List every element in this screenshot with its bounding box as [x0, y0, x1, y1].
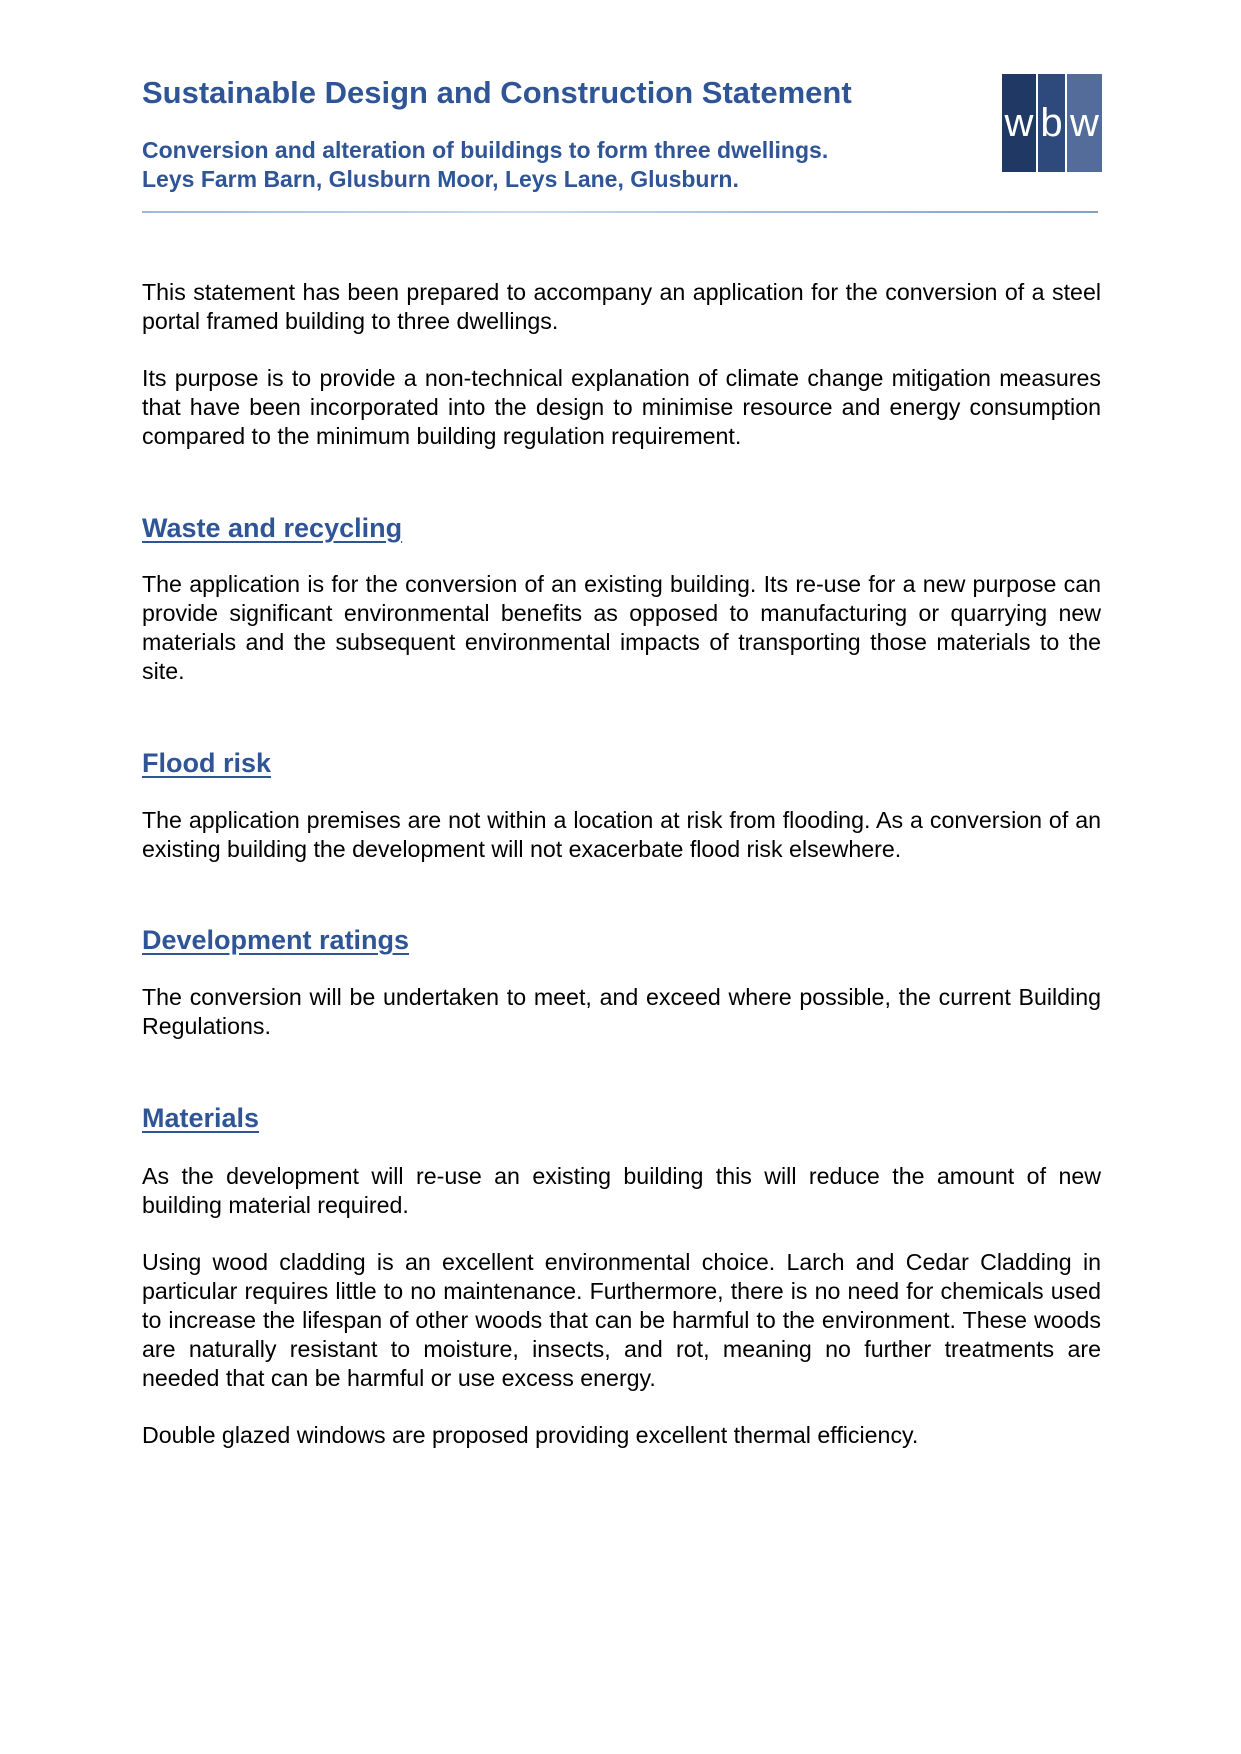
wbw-logo [1002, 74, 1102, 172]
subtitle-line-2: Leys Farm Barn, Glusburn Moor, Leys Lane, Glusburn. [142, 166, 739, 192]
header-divider [142, 211, 1098, 213]
heading-waste-and-recycling: Waste and recycling [142, 513, 403, 543]
subtitle-line-1: Conversion and alteration of buildings to form three dwellings. [142, 137, 829, 163]
intro-paragraph-2: Its purpose is to provide a non-technical explanation of climate change mitigation measures that have been incorporated into the design to minimise resource and energy consumption compared to the minimum building regulation requirement. [142, 365, 1101, 449]
heading-flood-risk: Flood risk [142, 748, 272, 778]
intro-paragraph-1: This statement has been prepared to accompany an application for the conversion of a steel portal framed building to three dwellings. [142, 279, 1101, 334]
logo-letter-b: b [1038, 74, 1067, 172]
document-title: Sustainable Design and Construction Statement [142, 75, 852, 110]
logo-letter-w2: w [1067, 74, 1102, 172]
heading-development-ratings: Development ratings [142, 925, 410, 955]
waste-paragraph: The application is for the conversion of an existing building. Its re-use for a new purpose can provide significant environmental benefits as opposed to manufacturing or quarrying new materials and the subsequent environmental impacts of transporting those materials to the site. [142, 571, 1101, 684]
document-subtitle [142, 136, 828, 194]
ratings-paragraph: The conversion will be undertaken to meet, and exceed where possible, the current Building Regulations. [142, 984, 1101, 1039]
materials-paragraph-2: Using wood cladding is an excellent environmental choice. Larch and Cedar Cladding in particular requires little to no maintenance. Furthermore, there is no need for chemicals used to increase the lifespan of other woods that can be harmful to the environment. These woods are naturally resistant to moisture, insects, and rot, meaning no further treatments are needed that can be harmful or use excess energy. [142, 1249, 1101, 1391]
materials-paragraph-1: As the development will re-use an existing building this will reduce the amount of new building material required. [142, 1163, 1101, 1218]
heading-materials: Materials [142, 1103, 260, 1133]
materials-paragraph-3: Double glazed windows are proposed providing excellent thermal efficiency. [142, 1422, 919, 1448]
logo-letter-w1: w [1002, 74, 1038, 172]
flood-paragraph: The application premises are not within a location at risk from flooding. As a conversion of an existing building the development will not exacerbate flood risk elsewhere. [142, 807, 1101, 862]
